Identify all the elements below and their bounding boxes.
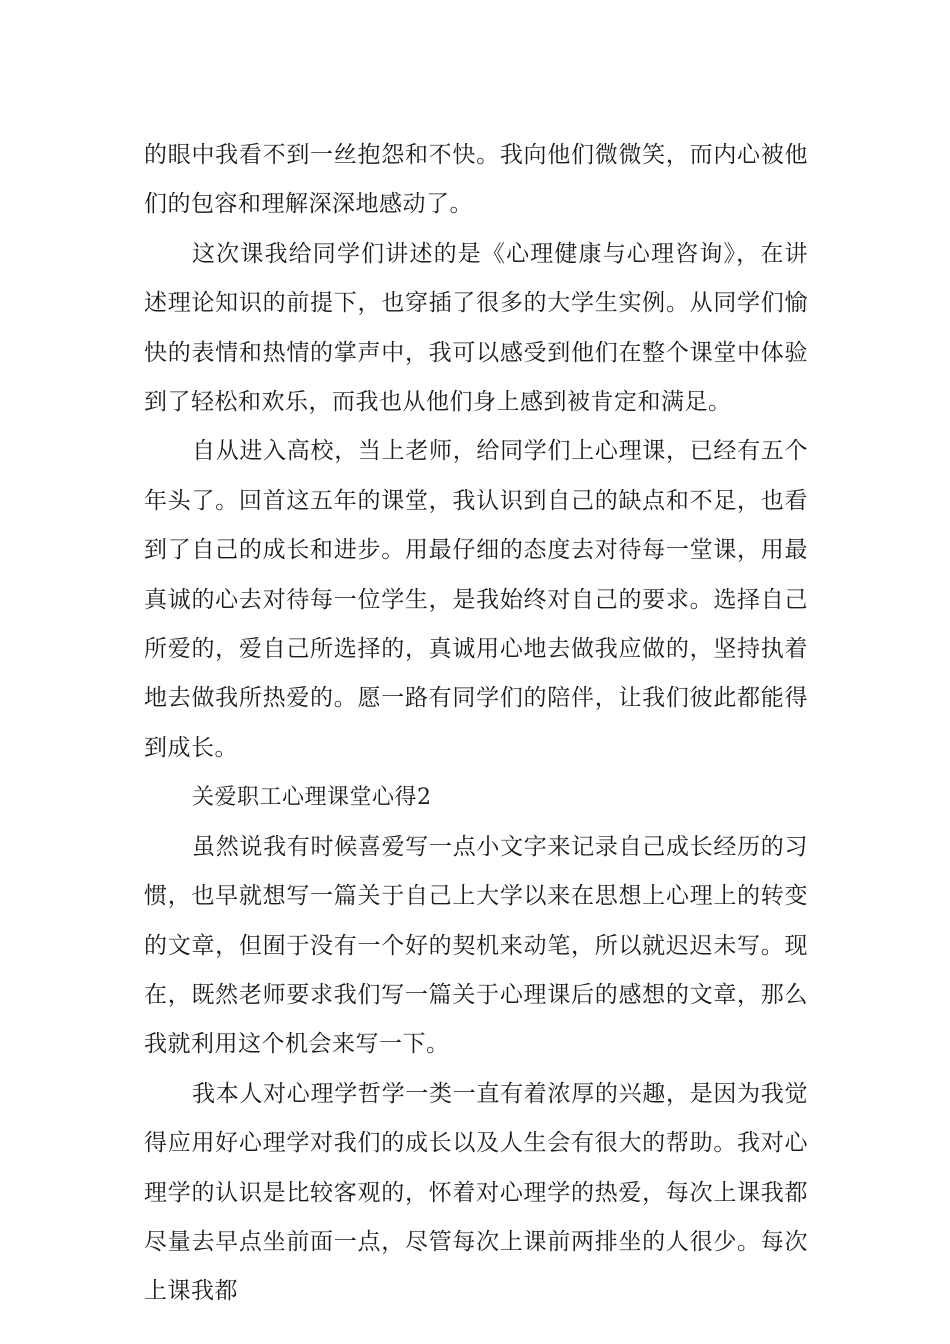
document-body [144,131,808,1317]
paragraph: 虽然说我有时候喜爱写一点小文字来记录自己成长经历的习惯，也早就想写一篇关于自己上大学以来在思想上心理上的转变的文章，但囿于没有一个好的契机来动笔，所以就迟迟未写。现在，既然老师要求我们写一篇关于心理课后的感想的文章，那么我就利用这个机会来写一下。 [144,833,808,1058]
paragraph-continuation: 的眼中我看不到一丝抱怨和不快。我向他们微微笑，而内心被他们的包容和理解深深地感动了。 [144,142,808,218]
paragraph: 这次课我给同学们讲述的是《心理健康与心理咨询》，在讲述理论知识的前提下，也穿插了很多的大学生实例。从同学们愉快的表情和热情的掌声中，我可以感受到他们在整个课堂中体验到了轻松和欢乐，而我也从他们身上感到被肯定和满足。 [144,240,808,416]
section-heading: 关爱职工心理课堂心得2 [192,785,432,811]
paragraph: 自从进入高校，当上老师，给同学们上心理课，已经有五个年头了。回首这五年的课堂，我认识到自己的缺点和不足，也看到了自己的成长和进步。用最仔细的态度去对待每一堂课，用最真诚的心去对待每一位学生，是我始终对自己的要求。选择自己所爱的，爱自己所选择的，真诚用心地去做我应做的，坚持执着地去做我所热爱的。愿一路有同学们的陪伴，让我们彼此都能得到成长。 [144,438,808,761]
paragraph: 我本人对心理学哲学一类一直有着浓厚的兴趣，是因为我觉得应用好心理学对我们的成长以及人生会有很大的帮助。我对心理学的认识是比较客观的，怀着对心理学的热爱，每次上课我都尽量去早点坐前面一点，尽管每次上课前两排坐的人很少。每次上课我都 [144,1080,808,1305]
